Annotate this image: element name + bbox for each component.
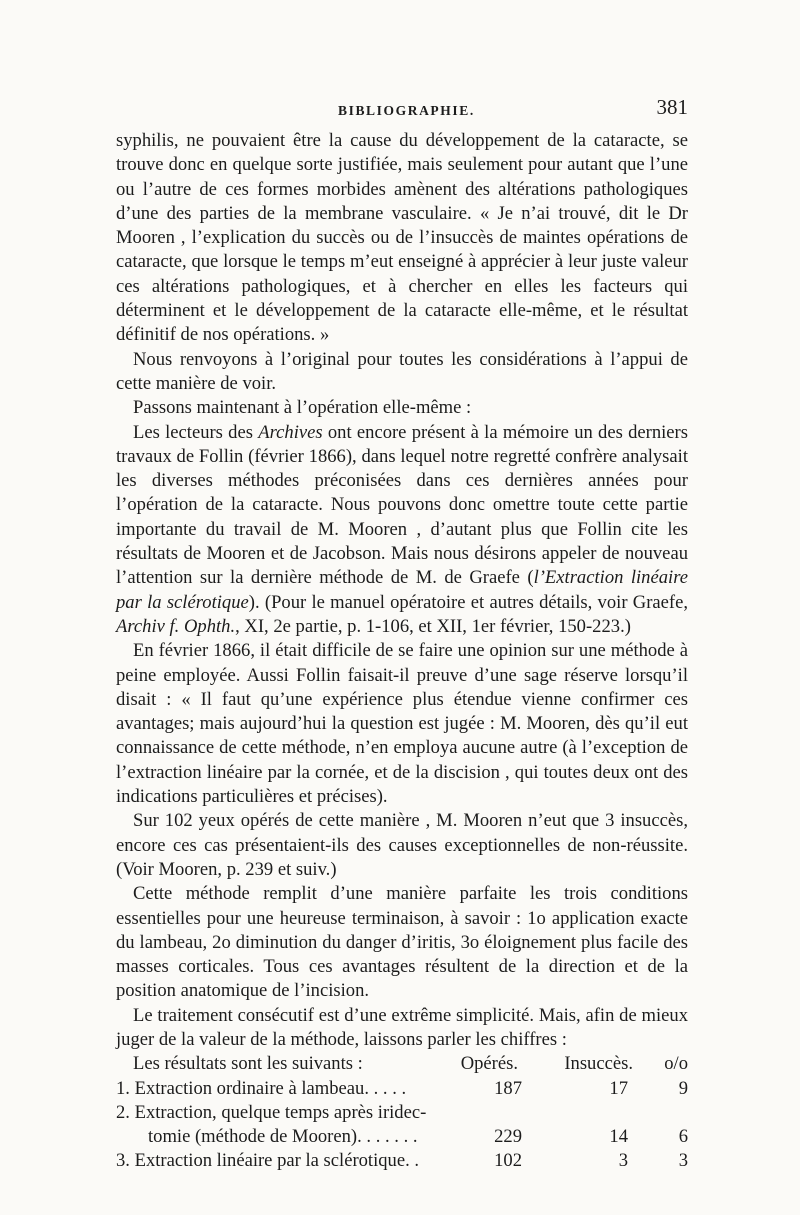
page-header	[116, 95, 688, 123]
paragraph: Sur 102 yeux opérés de cette manière , M. Mooren n’eut que 3 insuccès, encore ces cas présentaient-ils des causes exceptionnelles de non-réussite. (Voir Mooren, p. 239 et suiv.)	[116, 810, 688, 880]
cell-insucces: 17	[609, 1077, 628, 1099]
page-number: 381	[656, 95, 688, 119]
cell-operes: 229	[494, 1126, 522, 1148]
row-label: 2. Extraction, quelque temps après iridec-	[116, 1101, 427, 1123]
cell-operes: 187	[494, 1077, 522, 1099]
col-header-insucces: Insuccès.	[564, 1053, 633, 1075]
paragraph: Cette méthode remplit d’une manière parfaite les trois conditions essentielles pour une heureuse terminaison, à savoir : 1o application exacte du lambeau, 2o diminution du danger d’iritis, 3o éloignement plus facile des masses corticales. Tous ces avantages résultent de la direction et de la position anatomique de l’incision.	[116, 883, 688, 1002]
col-header-operes: Opérés.	[460, 1053, 518, 1075]
cell-percent: 3	[678, 1150, 688, 1172]
cell-operes: 102	[494, 1150, 522, 1172]
running-head: BIBLIOGRAPHIE.	[338, 103, 475, 118]
paragraph-continuation: syphilis, ne pouvaient être la cause du développement de la cataracte, se trouve donc en quelque sorte justifiée, mais seulement pour autant que l’une ou l’autre de ces formes morbides amènent des altérations pathologiques d’une des parties de la membrane vasculaire. « Je n’ai trouvé, dit le Dr Mooren , l’explication du succès ou de l’insuccès de maintes opérations de cataracte, que lorsque le temps m’eut enseigné à apprécier à leur juste valeur ces altérations pathologiques, et à chercher en elles les facteurs qui déterminent et le développement de la cataracte elle-même, et le résultat définitif de nos opérations. »	[116, 130, 688, 346]
text-run: , XI, 2e partie, p. 1-106, et XII, 1er février, 150-223.)	[235, 615, 631, 637]
col-header-percent: o/o	[664, 1053, 688, 1075]
row-label: 1. Extraction ordinaire à lambeau. . . . .	[116, 1077, 407, 1099]
cell-percent: 6	[678, 1126, 688, 1148]
table-header-row	[116, 1052, 688, 1076]
cell-insucces: 3	[618, 1150, 628, 1172]
text-run: ont encore présent à la mémoire un des derniers travaux de Follin (février 1866), dans lequel notre regretté confrère analysait les diverses méthodes préconisées dans ces dernières années pour l’opération de la cataracte. Nous pouvons donc omettre toute cette partie importante du travail de M. Mooren , d’autant plus que Follin cite les résultats de Mooren et de Jacobson. Mais nous désirons appeler de nouveau l’attention sur la dernière méthode de M. de Graefe (	[116, 421, 688, 589]
paragraph: Nous renvoyons à l’original pour toutes les considérations à l’appui de cette manière de voir.	[116, 348, 688, 394]
body-text	[116, 129, 688, 1052]
row-label: tomie (méthode de Mooren). . . . . . .	[148, 1126, 418, 1148]
table-row	[116, 1077, 688, 1101]
results-table	[116, 1052, 688, 1173]
text-run: Les lecteurs des	[133, 421, 259, 443]
text-run: ). (Pour le manuel opératoire et autres détails, voir Graefe,	[248, 591, 688, 613]
table-row	[116, 1101, 688, 1125]
table-intro: Les résultats sont les suivants :	[133, 1053, 363, 1075]
italic-archives: Archives	[258, 421, 323, 443]
table-row	[116, 1149, 688, 1173]
italic-journal: Archiv f. Ophth.	[116, 615, 236, 637]
italic-title: l’Extraction linéaire par la sclérotique	[116, 567, 688, 613]
paragraph-archives	[116, 421, 688, 640]
cell-insucces: 14	[609, 1126, 628, 1148]
row-label: 3. Extraction linéaire par la sclérotique. .	[116, 1150, 420, 1172]
paragraph: Le traitement consécutif est d’une extrême simplicité. Mais, afin de mieux juger de la valeur de la méthode, laissons parler les chiffres :	[116, 1004, 688, 1050]
paragraph: Passons maintenant à l’opération elle-même :	[133, 397, 472, 419]
cell-percent: 9	[678, 1077, 688, 1099]
table-row	[116, 1125, 688, 1149]
paragraph: En février 1866, il était difficile de se faire une opinion sur une méthode à peine employée. Aussi Follin faisait-il preuve d’une sage réserve lorsqu’il disait : « Il faut qu’une expérience plus étendue vienne confirmer ces avantages; mais aujourd’hui la question est jugée : M. Mooren, dès qu’il eut connaissance de cette méthode, n’en employa aucune autre (à l’exception de l’extraction linéaire par la cornée, et de la discision , qui toutes deux ont des indications particulières et précises).	[116, 640, 688, 808]
